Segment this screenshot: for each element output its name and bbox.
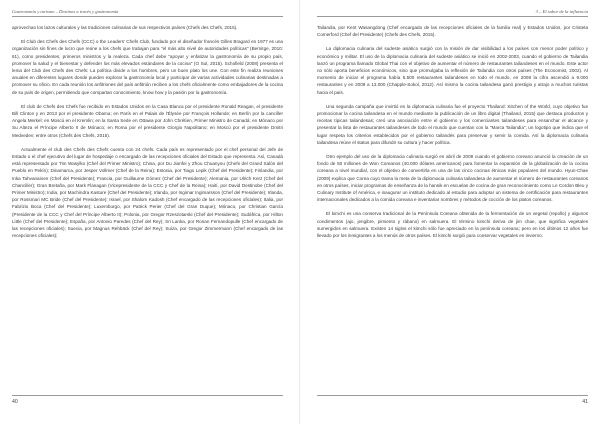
paragraph: El Club des Chefs des Chefs (CCC) o the Leaders' Chefs Club, fundado por el diseñador francés Gilles Bragard en 1977 es una organización sin fines de lucro que reúne a los chefs que trabajan para "el más alto nivel de autoridades políticas" (Bernitge, 2010: 61), como presidentes, primeros ministros y la realeza. Cada chef debe "apoyar y enfatizar la gastronomía de su propio país, promover la salud y el bienestar y defender los más elevados estándares de la cocina" (O Sul, 2015). Schofield (2008) presenta el lema del Club des Chefs des Chefs: La política divide a los hombres, pero un buen plato los une. Con este fin realiza reuniones anuales en diferentes lugares donde pueden explorar la gastronomía local y participar de varias actividades culinarias destinadas a promover su oficio. En cada reunión los anfitriones del país anfitrión reciben a los chefs oficialmente como embajadores de la cocina de su país de origen, permitiendo que compartan conocimiento, know how y la pasión por la gastronomía. bbox=[12, 39, 283, 95]
page-number: 40 bbox=[12, 399, 18, 405]
body-text bbox=[12, 24, 283, 246]
paragraph: Una segunda campaña que invirtió en la diplomacia culinaria fue el proyecto Thailand: Kitchen of the World, cuyo objetivo fue promocionar la cocina tailandesa en el mundo mediante la publicación de un libro digital (Thailand, 2015) que destaca productos y recetas típicas tailandesas; creó una asociación entre el gobierno y los comerciantes tailandeses para ensanchar el alcance y presentar la lista de restaurantes tailandeses de todo el mundo que cuentan con la "Marca Tailandia", un logotipo que indica que el lugar respeta los criterios establecidos por el gobierno tailandés para preservar y servir la comida. Así la diplomacia culinaria tailandesa reúne el status para difundir su cultura y hacer política. bbox=[317, 103, 588, 145]
paragraph: El kimchi es una conserva tradicional de la Península Coreana obtenida de la fermentación de un vegetal (repollo) y algunos condimentos (ajo, jengibre, pimiento y rábano) en salmuera. El término kimchi deriva de jim chae, que significa vegetales sumergidos en salmuera. Existen 14 siglos el kimchi sólo fue apreciado en la península coreana; pero en los últimos 12 años fue llevado por los inmigrantes a los menús de otros países. El kimchi surgió para conservar vegetales en invierno. bbox=[317, 211, 588, 239]
header-rule bbox=[12, 16, 283, 17]
page-number: 41 bbox=[582, 399, 588, 405]
header-rule bbox=[317, 16, 588, 17]
running-header: 3 – El sabor de la influencia bbox=[535, 9, 588, 14]
paragraph: La diplomacia culinaria del sudeste asiático surgió con la misión de dar visibilidad a los países con menor poder político y económico y militar. El uso de la diplomacia culinaria del sudeste asiático se inició en 2002-2003, cuando el gobierno de Tailandia lanzó un programa llamado Global Thai con el objetivo de aumentar el número de restaurantes tailandeses en el mundo. Este actor no sólo aporta beneficios económicos, sino que promulgaba la reflexión de Tailandia con otros países (The Economist, 2002). Al momento de iniciar el programa había 5.500 restaurantes tailandeses en todo el mundo, en 2008 la cifra ascendió a 9.000 restaurantes y en 2009 a 13.000 (Chapple-Sokol, 2012). Así mismo la cocina tailandesa ganó prestigio y atrajo a muchos turistas hacia el país. bbox=[317, 46, 588, 95]
right-page bbox=[300, 0, 600, 424]
footer-rule bbox=[12, 395, 283, 396]
paragraph: Tailandia, por Kent Wasangdong (Chef encargado de las recepciones oficiales de la familia real) y Estados Unidos, por Cristeta Comerford (Chef del Presidente) (Chefs des Chefs, 2015). bbox=[317, 25, 588, 38]
paragraph: Otro ejemplo del uso de la diplomacia culinaria surgió en abril de 2009 cuando el gobierno coreano anunció la creación de un fondo de 50 millones de Won Coreanos (40.000 dólares americanos) para fomentar la expansión de la globalización de la cocina coreana a nivel mundial, con el objetivo de convertirla en una de las cinco cocinas étnicas más populares del mundo. Hyun-Chae (2009) explica que Corea cuyo trama la meta de la diplomacia culinaria tailandesa de aumentar el número de restaurantes coreanos en otros países, iniciar programas de enseñanza de la hansik en escuelas de cocina de gran reconocimiento como Le Cordon Bleu y Culinary Institute of América, e inaugurar un instituto dedicado al estudio para adoptar un sistema de certificación para restaurantes internacionales dedicados a la comida coreana e inventariar nombres y métodos de cocción de los platos coreanos. bbox=[317, 154, 588, 203]
running-header: Gastronomía y turismo – Destinos a través y gastronomía bbox=[12, 9, 119, 14]
paragraph: El club de Chefs des Chefs fue recibido en Estados Unidos en la Casa Blanca por el presidente Ronald Reagan, el presidente Bill Clinton y en 2013 por el presidente Obama; en París en el Palais de l'Élysée por François Hollande; en Berlín por la canciller Angela Merkel; en Moscú en el Kremlin; en la Santa Sede en Ottawa por John Chrétien, Primer Ministro de Canadá; en Mónaco por Su Alteza el Príncipe Alberto II de Mónaco; en Roma por el presidente Giorgio Napolitano; en Moscú por el presidente Dmitri Medvedev; entre otros (Chefs des Chefs, 2015). bbox=[12, 103, 283, 138]
body-text bbox=[317, 24, 588, 246]
footer-rule bbox=[317, 395, 588, 396]
paragraph: Actualmente el club des Chefs des Chefs cuenta con 24 chefs. Cada país es representado por el chef personal del Jefe de Estado o el chef ejecutivo del lugar de hospedaje o encargado de las recepciones oficiales del Estado que representa. Así, Canadá está representado por Tim Wasylko (Chef del Primer Ministro); China, por Du Jianfei y Zhou Chuanyou (Chefs del Grand Salón del Pueblo en Pekín); Dinamarca, por Jesper Vollmer (Chef de la Reina); Estonia, por Tiago Lepik (Chef del Presidente); Finlandia, por Inka Tahvanainen (Chef del Presidente); Francia, por Guillaume Gómez (Chef del Presidente); Alemania, por Ulrich Kerz (Chef del Chanciller); Gran Bretaña, por Mark Flanagan (Vicepresidente de la CCC y Chef de la Reina); Haití, por David Destinobe (Chef del Primer Ministro); India, por Machindra Kasture (Chef del Presidente); Irlanda, por Ingimar Ingimarsson (Chef del Presidente); Irlanda, por Rossmari MC Bride (Chef del Presidente); Israel, por Shalom Kadosh (Chef encargado de las recepciones oficiales); Italia, por Fabrizio Boca (Chef del Presidente); Luxemburgo, por Patrick Perier (Chef del Gran Duque); Mónaco, por Christian García (Presidente de la CCC y Chef del Príncipe Alberto II); Polonia, por Gregor Rzeszotarski (Chef del Presidente); Sudáfrica, por Hilton Little (Chef del Presidente); España, por Antonio Paredes (Chef del Rey); Sri Lanka, por Ronan Fernandopulle (Chef encargado de las recepciones oficiales); Suecia, por Magnus Rehbäck (Chef del Rey); Suiza, por Gregor Zimmermann (Chef encargado de las recepciones oficiales); bbox=[12, 146, 283, 239]
paragraph: aprovechan los lazos culturales y las tradiciones culinarias de sus respectivos países (Chefs des Chefs, 2015). bbox=[12, 25, 238, 30]
